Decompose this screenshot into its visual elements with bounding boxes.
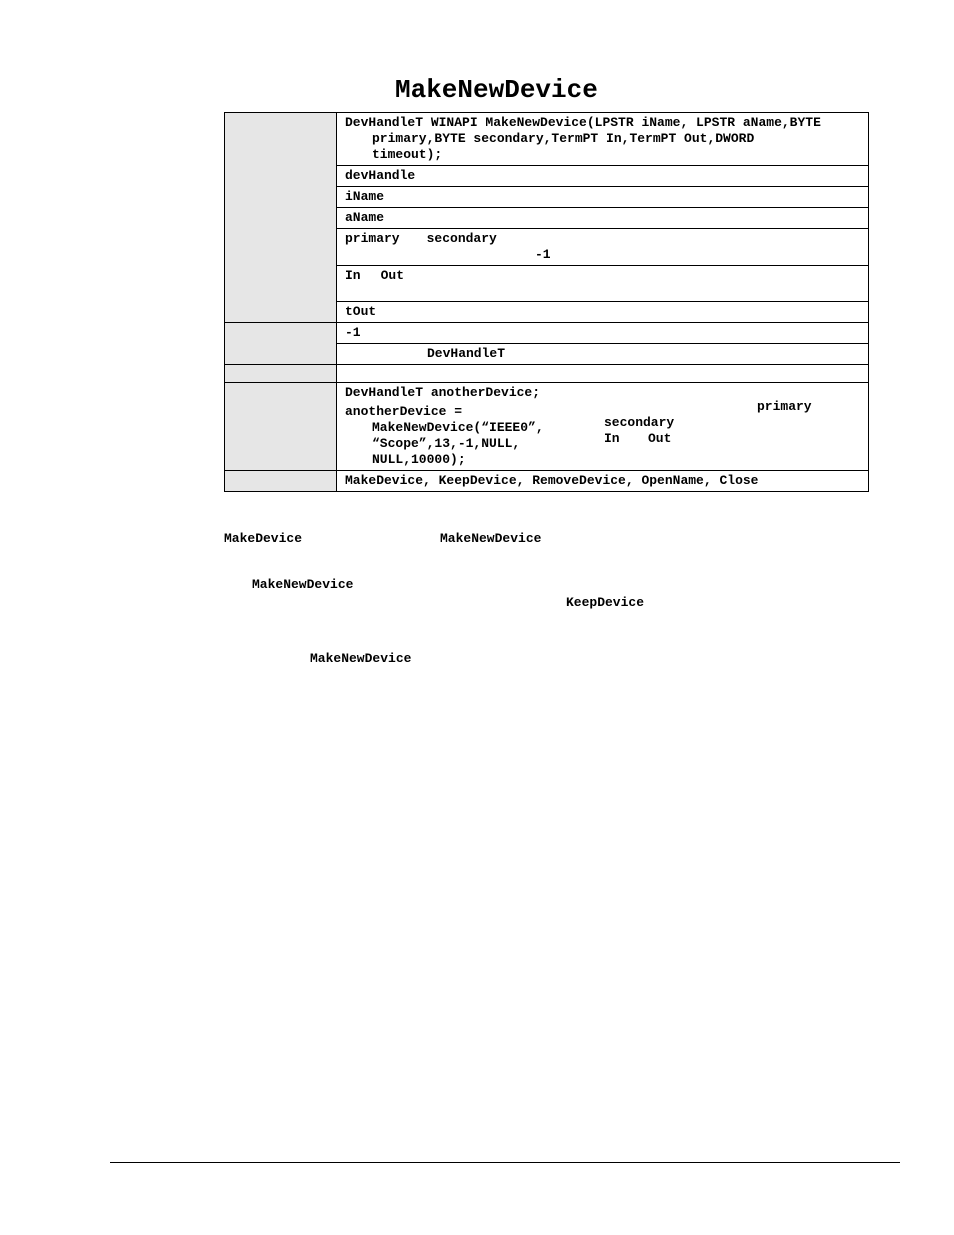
syntax-cell [337, 113, 869, 166]
body-makedevice: MakeDevice [224, 531, 303, 546]
param-in: In [345, 268, 361, 283]
see-also-label-cell [225, 471, 337, 492]
param-neg1: -1 [535, 247, 551, 262]
param-aname: aName [337, 208, 869, 229]
remarks-label-cell [225, 365, 337, 383]
param-tout: tOut [337, 302, 869, 323]
example-line: MakeNewDevice(“IEEE0”, [372, 420, 544, 435]
syntax-line: timeout); [372, 147, 443, 162]
body-makenewdevice: MakeNewDevice [440, 531, 542, 546]
syntax-label-cell [225, 113, 337, 323]
syntax-line: primary,BYTE secondary,TermPT In,TermPT Out,DWORD [372, 131, 755, 146]
remarks-row [225, 365, 869, 383]
param-primary-cell [337, 229, 869, 266]
remarks-cell [337, 365, 869, 383]
syntax-row [225, 113, 869, 166]
param-inout-cell [337, 266, 869, 302]
example-note-out: Out [648, 431, 672, 446]
example-line: DevHandleT anotherDevice; [345, 385, 541, 400]
body-makenewdevice: MakeNewDevice [252, 577, 354, 592]
footer-rule [110, 1162, 900, 1163]
example-line: NULL,10000); [372, 452, 466, 467]
param-primary: primary [345, 231, 400, 246]
example-note-secondary: secondary [604, 415, 675, 430]
return-label-cell [225, 323, 337, 365]
see-also-row [225, 471, 869, 492]
return-row-1 [225, 323, 869, 344]
example-label-cell [225, 383, 337, 471]
param-out: Out [380, 268, 405, 283]
body-keepdevice: KeepDevice [566, 595, 645, 610]
example-note-primary: primary [757, 399, 812, 414]
param-devhandle: devHandle [337, 166, 869, 187]
example-line: anotherDevice = [345, 404, 463, 419]
page-title: MakeNewDevice [395, 75, 598, 105]
return-devhandlet: DevHandleT [337, 344, 869, 365]
example-cell [337, 383, 869, 471]
param-iname: iName [337, 187, 869, 208]
example-row [225, 383, 869, 471]
syntax-line: DevHandleT WINAPI MakeNewDevice(LPSTR iName, LPSTR aName,BYTE [345, 115, 821, 130]
param-secondary: secondary [426, 231, 497, 246]
example-note-in: In [604, 431, 620, 446]
see-also: MakeDevice, KeepDevice, RemoveDevice, OpenName, Close [337, 471, 869, 492]
function-reference-table [224, 112, 869, 492]
body-makenewdevice: MakeNewDevice [310, 651, 412, 666]
return-neg1: -1 [337, 323, 869, 344]
example-line: “Scope”,13,-1,NULL, [372, 436, 521, 451]
